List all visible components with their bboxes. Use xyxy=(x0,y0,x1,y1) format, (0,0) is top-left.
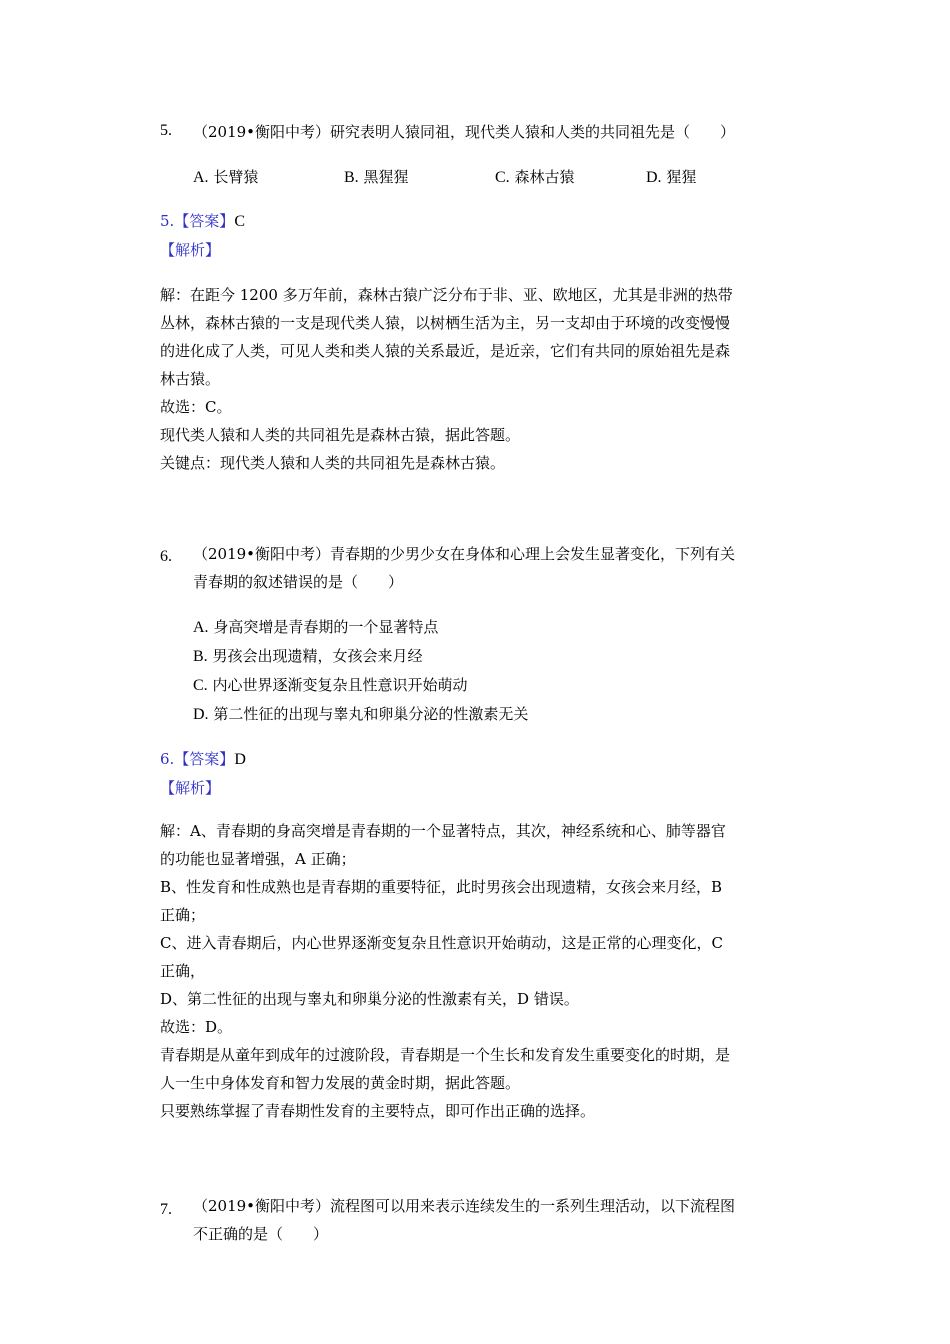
option-letter: D. xyxy=(193,706,209,723)
option-letter: C. xyxy=(495,169,510,186)
option-letter: A. xyxy=(193,619,209,636)
question-5-option-b xyxy=(344,166,408,187)
option-a xyxy=(193,613,528,642)
analysis-line: 人一生中身体发育和智力发展的黄金时期，据此答题。 xyxy=(160,1074,521,1092)
option-text: 第二性征的出现与睾丸和卵巢分泌的性激素无关 xyxy=(213,705,529,723)
option-text: 男孩会出现遗精，女孩会来月经 xyxy=(212,647,423,665)
question-5-stem: （2019•衡阳中考）研究表明人猿同祖，现代类人猿和人类的共同祖先是（ ） xyxy=(193,123,736,141)
option-letter: A. xyxy=(193,169,209,186)
analysis-line: 只要熟练掌握了青春期性发育的主要特点，即可作出正确的选择。 xyxy=(160,1102,596,1120)
analysis-line: D、第二性征的出现与睾丸和卵巢分泌的性激素有关，D 错误。 xyxy=(160,990,579,1008)
answer-label: 6.【答案】 xyxy=(160,750,235,768)
option-letter: B. xyxy=(344,169,359,186)
option-text: 森林古猿 xyxy=(514,168,575,186)
stem-line: （2019•衡阳中考）青春期的少男少女在身体和心理上会发生显著变化，下列有关 xyxy=(193,545,736,563)
analysis-line: 正确， xyxy=(160,962,206,980)
option-letter: C. xyxy=(193,677,208,694)
analysis-line: C、进入青春期后，内心世界逐渐变复杂且性意识开始萌动，这是正常的心理变化，C xyxy=(160,934,723,952)
option-text: 长臂猿 xyxy=(213,168,259,186)
question-5-option-c xyxy=(495,166,574,187)
question-5-number: 5. xyxy=(160,122,172,139)
question-6-number: 6. xyxy=(160,548,172,565)
question-6-analysis-label: 【解析】 xyxy=(160,779,221,797)
question-5-answer xyxy=(160,210,245,231)
analysis-line: 关键点：现代类人猿和人类的共同祖先是森林古猿。 xyxy=(160,454,506,472)
option-text: 身高突增是青春期的一个显著特点 xyxy=(213,618,439,636)
analysis-line: 青春期是从童年到成年的过渡阶段，青春期是一个生长和发育发生重要变化的时期，是 xyxy=(160,1046,731,1064)
analysis-line: 解：A、青春期的身高突增是青春期的一个显著特点，其次，神经系统和心、肺等器官 xyxy=(160,822,726,840)
option-text: 黑猩猩 xyxy=(363,168,409,186)
option-b xyxy=(193,642,528,671)
analysis-line: 解：在距今 1200 多万年前，森林古猿广泛分布于非、亚、欧地区，尤其是非洲的热带 xyxy=(160,286,733,304)
option-text: 猩猩 xyxy=(666,168,697,186)
analysis-line: 的进化成了人类，可见人类和类人猿的关系最近，是近亲，它们有共同的原始祖先是森 xyxy=(160,342,731,360)
question-6-stem xyxy=(193,540,735,596)
option-letter: B. xyxy=(193,648,208,665)
stem-line: 青春期的叙述错误的是（ ） xyxy=(193,573,404,591)
option-letter: D. xyxy=(646,169,662,186)
analysis-line: 故选：D。 xyxy=(160,1018,233,1036)
analysis-line: 故选：C。 xyxy=(160,398,232,416)
answer-label: 5.【答案】 xyxy=(160,212,235,230)
question-5-analysis xyxy=(160,281,733,477)
question-5-option-d xyxy=(646,166,696,187)
analysis-line: B、性发育和性成熟也是青春期的重要特征，此时男孩会出现遗精，女孩会来月经，B xyxy=(160,878,723,896)
stem-line: （2019•衡阳中考）流程图可以用来表示连续发生的一系列生理活动，以下流程图 xyxy=(193,1197,736,1215)
option-text: 内心世界逐渐变复杂且性意识开始萌动 xyxy=(212,676,468,694)
question-6-options xyxy=(193,613,528,729)
analysis-line: 丛林，森林古猿的一支是现代类人猿，以树栖生活为主，另一支却由于环境的改变慢慢 xyxy=(160,314,731,332)
analysis-line: 现代类人猿和人类的共同祖先是森林古猿，据此答题。 xyxy=(160,426,521,444)
question-6-analysis xyxy=(160,817,730,1125)
option-c xyxy=(193,671,528,700)
stem-line: 不正确的是（ ） xyxy=(193,1225,329,1243)
analysis-line: 的功能也显著增强，A 正确； xyxy=(160,850,356,868)
answer-value: D xyxy=(234,751,246,768)
analysis-line: 正确； xyxy=(160,906,206,924)
question-6-answer xyxy=(160,748,246,769)
question-7-number: 7. xyxy=(160,1201,172,1218)
option-d xyxy=(193,700,528,729)
question-7-stem xyxy=(193,1192,735,1248)
answer-value: C xyxy=(234,213,245,230)
question-5-option-a xyxy=(193,166,258,187)
question-5-analysis-label: 【解析】 xyxy=(160,241,221,259)
analysis-line: 林古猿。 xyxy=(160,370,221,388)
